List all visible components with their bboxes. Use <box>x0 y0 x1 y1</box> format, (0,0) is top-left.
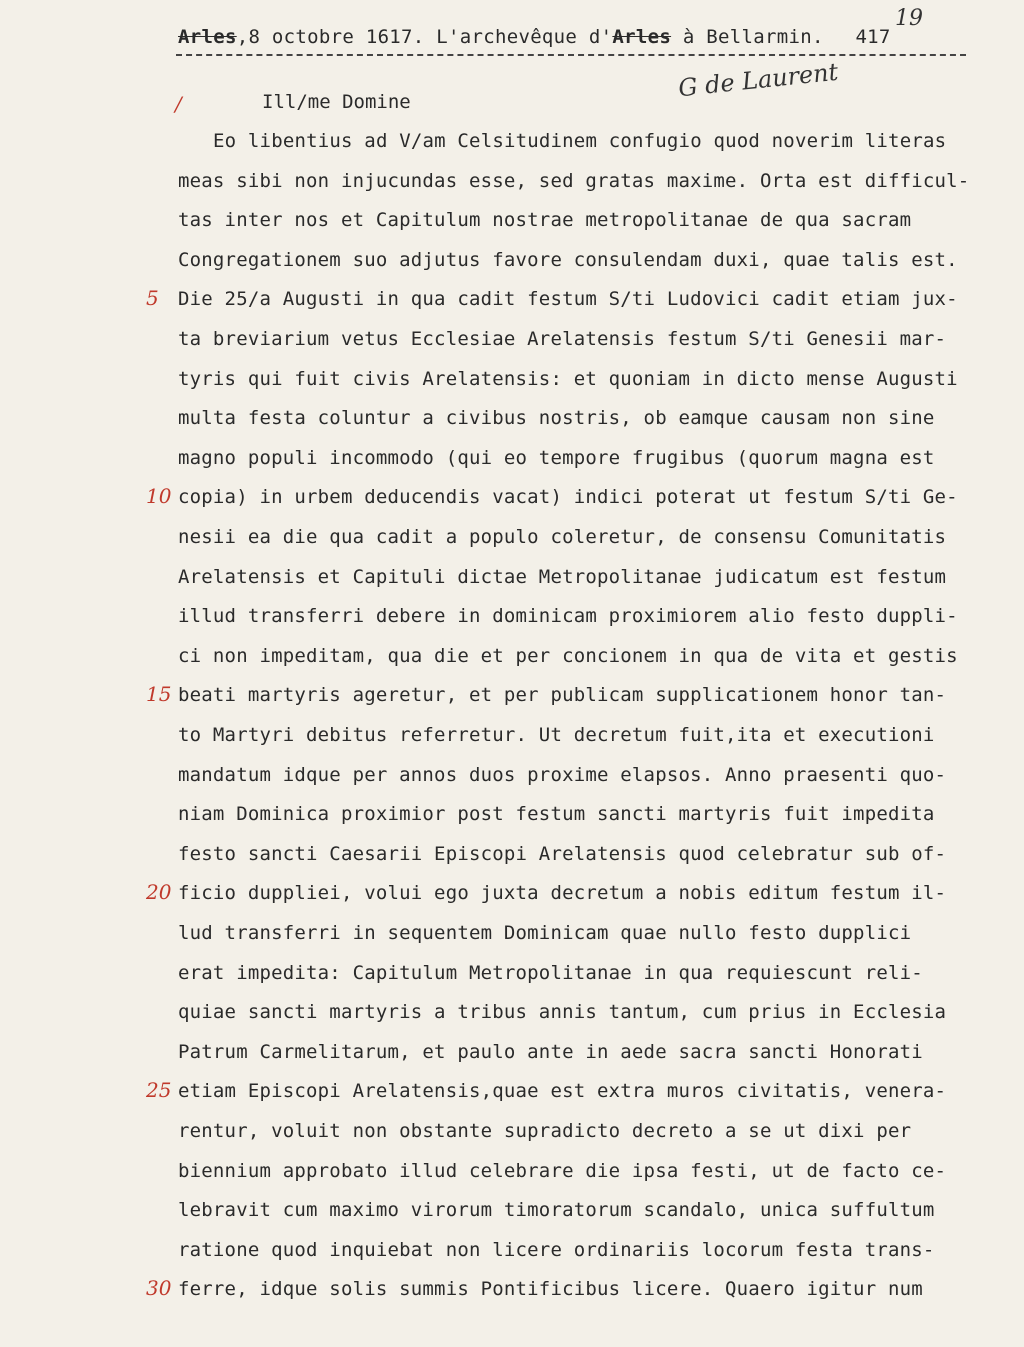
text-line: illud transferri debere in dominicam proximiorem alio festo duppli- <box>178 605 958 628</box>
text-line: niam Dominica proximior post festum sancti martyris fuit impedita <box>178 803 935 826</box>
text-line: Patrum Carmelitarum, et paulo ante in aede sacra sancti Honorati <box>178 1040 923 1063</box>
text-line: Die 25/a Augusti in qua cadit festum S/ti Ludovici cadit etiam jux- <box>178 288 958 311</box>
text-line: beati martyris ageretur, et per publicam supplicationem honor tan- <box>178 684 947 707</box>
text-line: Congregationem suo adjutus favore consulendam duxi, quae talis est. <box>178 248 958 271</box>
text-line: biennium approbato illud celebrare die ipsa festi, ut de facto ce- <box>178 1159 947 1182</box>
text-line: mandatum idque per annos duos proxime elapsos. Anno praesenti quo- <box>178 763 947 786</box>
header-page-number: 417 <box>855 26 891 48</box>
text-line: ci non impeditam, qua die et per concionem in qua de vita et gestis <box>178 644 958 667</box>
document-header <box>178 26 968 48</box>
line-marker: 25 <box>146 1078 172 1103</box>
line-marker: 20 <box>146 880 172 905</box>
text-line: ta breviarium vetus Ecclesiae Arelatensis festum S/ti Genesii mar- <box>178 328 947 350</box>
text-line: tyris qui fuit civis Arelatensis: et quoniam in dicto mense Augusti <box>178 367 958 390</box>
text-line: Eo libentius ad V/am Celsitudinem confugio quod noverim literas <box>213 130 947 152</box>
text-line: to Martyri debitus referretur. Ut decretum fuit,ita et executioni <box>178 724 935 746</box>
text-line: multa festa coluntur a civibus nostris, ob eamque causam non sine <box>178 407 935 430</box>
line-marker: 30 <box>146 1276 172 1301</box>
line-marker: / <box>175 92 182 116</box>
header-place-struck: Arles <box>178 26 237 48</box>
salutation: Ill/me Domine <box>262 91 411 113</box>
header-place-struck-2: Arles <box>612 26 672 48</box>
text-line: tas inter nos et Capitulum nostrae metropolitanae de qua sacram <box>178 209 912 232</box>
text-line: ferre, idque solis summis Pontificibus licere. Quaero igitur num <box>178 1278 923 1301</box>
text-line: etiam Episcopi Arelatensis,quae est extra muros civitatis, venera- <box>178 1080 947 1103</box>
header-middle: L'archevêque d' <box>436 26 613 48</box>
text-line: magno populi incommodo (qui eo tempore frugibus (quorum magna est <box>178 446 935 469</box>
text-line: ficio duppliei, volui ego juxta decretum a nobis editum festum il- <box>178 882 947 905</box>
handwritten-attribution: G de Laurent <box>676 57 840 103</box>
header-rule <box>176 54 966 56</box>
text-line: Arelatensis et Capituli dictae Metropolitanae judicatum est festum <box>178 565 947 588</box>
handwritten-page-number: 19 <box>895 6 923 31</box>
text-line: lebravit cum maximo virorum timoratorum scandalo, unica suffultum <box>178 1199 935 1222</box>
text-line: rentur, voluit non obstante supradicto decreto a se ut dixi per <box>178 1120 912 1142</box>
header-date: ,8 octobre 1617. <box>236 26 425 48</box>
line-marker: 10 <box>146 484 172 509</box>
line-marker: 5 <box>146 286 159 311</box>
header-tail: à Bellarmin. <box>671 26 824 48</box>
text-line: nesii ea die qua cadit a populo coleretur, de consensu Comunitatis <box>178 526 947 548</box>
text-line: meas sibi non injucundas esse, sed gratas maxime. Orta est difficul- <box>178 169 970 192</box>
text-line: festo sancti Caesarii Episcopi Arelatensis quod celebratur sub of- <box>178 842 947 865</box>
text-line: quiae sancti martyris a tribus annis tantum, cum prius in Ecclesia <box>178 1001 947 1024</box>
text-line: ratione quod inquiebat non licere ordinariis locorum festa trans- <box>178 1238 935 1261</box>
text-line: lud transferri in sequentem Dominicam quae nullo festo dupplici <box>178 922 912 944</box>
line-marker: 15 <box>146 682 172 707</box>
text-line: erat impedita: Capitulum Metropolitanae in qua requiescunt reli- <box>178 961 923 984</box>
text-line: copia) in urbem deducendis vacat) indici poterat ut festum S/ti Ge- <box>178 486 958 509</box>
